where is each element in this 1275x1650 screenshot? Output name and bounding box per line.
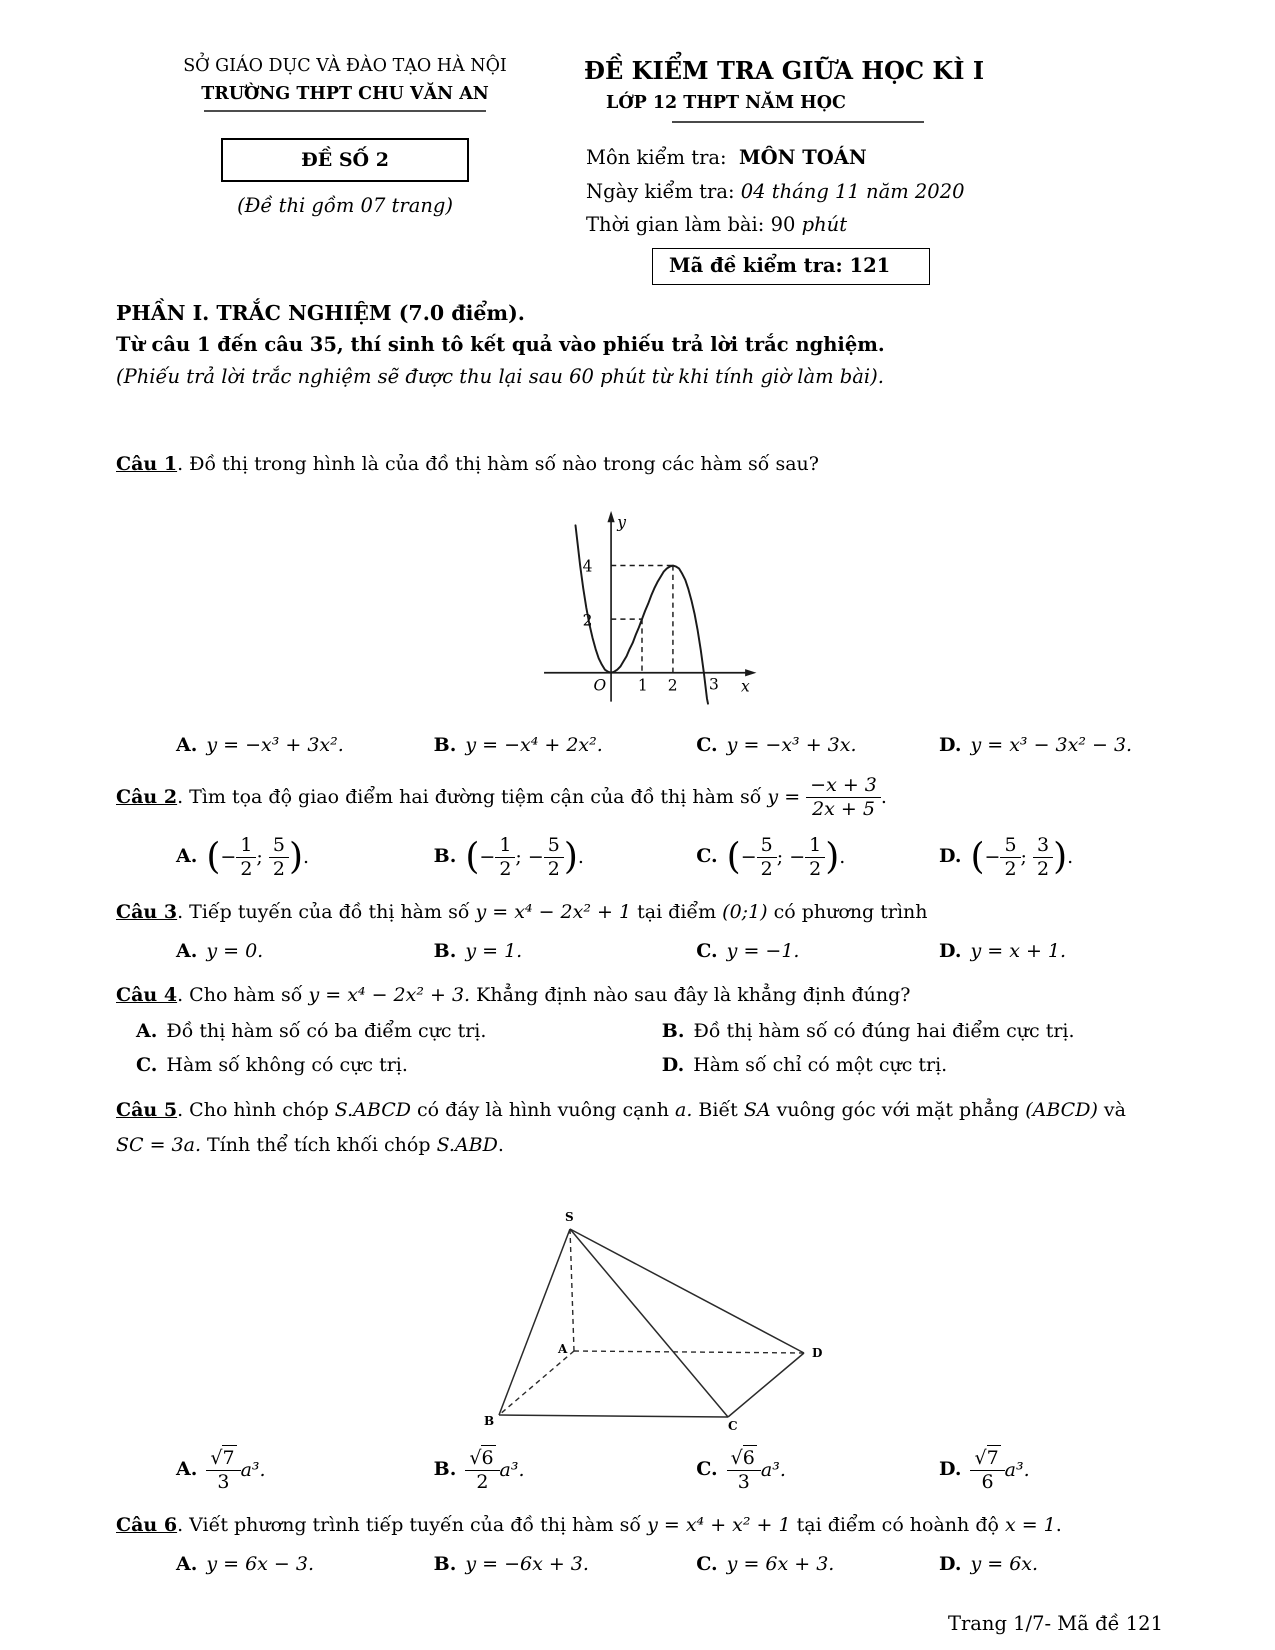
origin-label: O — [593, 676, 606, 695]
question-3-formula2: (0;1) — [722, 901, 768, 924]
option-a-formula: y = −x³ + 3x². — [206, 733, 344, 756]
q5-seg2: S.ABCD — [334, 1099, 411, 1122]
divider — [672, 121, 924, 123]
y-num: 1 — [805, 835, 825, 858]
open-paren: ( — [465, 836, 480, 878]
edge-AD — [574, 1351, 804, 1353]
exam-title: ĐỀ KIỂM TRA GIỮA HỌC KÌ I — [584, 56, 985, 85]
x-fraction — [757, 835, 777, 881]
edge-AB — [499, 1351, 574, 1415]
option-b-letter: B. — [433, 733, 457, 756]
q5-seg1: . Cho hình chóp — [177, 1099, 335, 1122]
option-b-formula: y = 1. — [465, 939, 523, 962]
denominator: 6 — [981, 1470, 994, 1493]
option-b-letter: B. — [433, 845, 457, 868]
y-axis-label: y — [616, 513, 626, 532]
department-name: SỞ GIÁO DỤC VÀ ĐÀO TẠO HÀ NỘI — [183, 56, 507, 76]
separator: ; — [776, 845, 784, 868]
question-6-formula2: x = 1 — [1004, 1514, 1056, 1537]
option-c-formula: y = −1. — [726, 939, 800, 962]
question-3-text3: có phương trình — [767, 901, 928, 924]
question-6-options — [116, 1550, 1167, 1579]
close-paren: ) — [563, 836, 578, 878]
period: . — [839, 845, 846, 868]
option-a-letter: A. — [136, 1019, 158, 1042]
duration-label: Thời gian làm bài: — [586, 213, 765, 237]
exam-number-box: ĐỀ SỐ 2 — [221, 138, 469, 182]
q5-seg7: vuông góc với mặt phẳng — [770, 1099, 1026, 1122]
question-1 — [116, 450, 1167, 760]
header — [116, 56, 1167, 285]
question-2-formula-tail: . — [880, 785, 887, 808]
option-a-letter: A. — [176, 1458, 198, 1481]
edge-CD — [728, 1353, 804, 1417]
radical-sign: √ — [210, 1446, 223, 1469]
x-sign: − — [220, 845, 237, 868]
option-d-letter: D. — [939, 939, 962, 962]
separator: ; — [256, 845, 263, 868]
close-paren: ) — [288, 836, 304, 878]
y-den: 2 — [809, 857, 822, 880]
denominator: 2 — [476, 1470, 489, 1493]
option-c — [696, 937, 939, 966]
x-num: 5 — [1000, 835, 1020, 858]
duration-value: 90 — [770, 213, 796, 237]
option-a — [176, 731, 434, 760]
option-d-letter: D. — [939, 845, 962, 868]
period: . — [1067, 845, 1074, 868]
question-4-options — [116, 1014, 1167, 1082]
question-4 — [116, 981, 1167, 1082]
question-3-text1: . Tiếp tuyến của đồ thị hàm số — [177, 901, 476, 924]
option-c-letter: C. — [696, 733, 718, 756]
edge-BC — [499, 1415, 728, 1417]
option-a-letter: A. — [176, 733, 198, 756]
question-2-text: . Tìm tọa độ giao điểm hai đường tiệm cận của đồ thị hàm số — [177, 785, 762, 808]
option-d-tail: a³. — [1004, 1458, 1030, 1481]
divider — [204, 110, 486, 112]
question-3-formula1: y = x⁴ − 2x² + 1 — [475, 901, 632, 924]
question-4-formula: y = x⁴ − 2x² + 3. — [308, 984, 471, 1007]
option-a-letter: A. — [176, 1552, 198, 1575]
option-c — [696, 1448, 939, 1494]
option-d-letter: D. — [939, 1552, 962, 1575]
option-b-letter: B. — [433, 1552, 457, 1575]
option-b — [434, 835, 697, 881]
y-axis-arrow — [607, 511, 614, 522]
question-6-label: Câu 6 — [116, 1514, 178, 1537]
y-tick-4: 4 — [582, 557, 593, 576]
question-6-text3: . — [1055, 1514, 1062, 1537]
option-c — [696, 1550, 939, 1579]
x-den: 2 — [760, 857, 773, 880]
question-6 — [116, 1511, 1167, 1578]
x-den: 2 — [499, 857, 512, 880]
option-c-text: Hàm số không có cực trị. — [166, 1053, 408, 1076]
q5-seg8: (ABCD) — [1025, 1099, 1098, 1122]
option-c-formula: y = −x³ + 3x. — [726, 733, 857, 756]
header-left — [116, 56, 574, 285]
duration-unit: phút — [801, 213, 848, 237]
option-b — [434, 1448, 697, 1494]
radicand: 6 — [742, 1446, 755, 1469]
subject-line — [586, 141, 1167, 175]
edge-SD — [570, 1229, 804, 1353]
x-num: 1 — [236, 835, 256, 858]
denominator: 3 — [217, 1470, 230, 1493]
vertex-D-label: D — [811, 1346, 822, 1361]
part-title: PHẦN I. TRẮC NGHIỆM (7.0 điểm). — [116, 300, 525, 325]
question-2-formula-lead: y = — [767, 785, 801, 808]
vertex-C-label: C — [727, 1419, 738, 1432]
option-d-formula: y = x + 1. — [970, 939, 1067, 962]
y-fraction — [1033, 835, 1053, 881]
option-d — [939, 1550, 1167, 1579]
exam-code-box: Mã đề kiểm tra: 121 — [652, 248, 930, 285]
open-paren: ( — [970, 836, 985, 878]
x-tick-3: 3 — [708, 675, 719, 694]
option-a — [136, 1014, 662, 1048]
option-c-letter: C. — [696, 1458, 718, 1481]
question-1-options — [116, 731, 1167, 760]
y-tick-2: 2 — [582, 611, 593, 630]
close-paren: ) — [1053, 836, 1068, 878]
instruction-italic: (Phiếu trả lời trắc nghiệm sẽ được thu lại sau 60 phút từ khi tính giờ làm bài). — [116, 364, 884, 388]
close-paren: ) — [825, 836, 840, 878]
y-fraction — [269, 835, 289, 881]
question-4-label: Câu 4 — [116, 984, 178, 1007]
question-5-figure — [116, 1163, 1167, 1440]
option-d-letter: D. — [661, 1053, 685, 1076]
question-5-options — [116, 1448, 1167, 1494]
option-d — [662, 1048, 1167, 1082]
question-6-text2: tại điểm có hoành độ — [790, 1514, 1005, 1537]
denominator: 3 — [737, 1470, 750, 1493]
option-b — [662, 1014, 1167, 1048]
date-value: 04 tháng 11 năm 2020 — [740, 179, 965, 203]
option-d-letter: D. — [939, 733, 962, 756]
open-paren: ( — [726, 836, 741, 878]
option-c-letter: C. — [696, 845, 718, 868]
edge-SA — [570, 1229, 574, 1351]
header-right — [574, 56, 1167, 285]
question-5 — [116, 1096, 1167, 1493]
question-2-fraction — [806, 775, 881, 821]
open-paren: ( — [206, 836, 221, 878]
x-axis-arrow — [745, 669, 756, 676]
radical-sign: √ — [730, 1446, 743, 1469]
subject-value: MÔN TOÁN — [739, 146, 867, 169]
date-line — [586, 175, 1167, 209]
radicand: 7 — [986, 1446, 999, 1469]
option-b — [434, 937, 697, 966]
option-c-fraction — [727, 1448, 761, 1494]
option-c-tail: a³. — [760, 1458, 786, 1481]
option-b-letter: B. — [433, 1458, 457, 1481]
q5-line2b: Tính thể tích khối chóp — [201, 1133, 437, 1156]
q5-seg6: SA — [743, 1099, 771, 1122]
radicand: 6 — [481, 1446, 494, 1469]
y-sign: − — [527, 845, 544, 868]
question-2-label: Câu 2 — [116, 785, 178, 808]
option-b — [434, 731, 697, 760]
option-b-fraction — [465, 1448, 499, 1494]
option-a — [176, 937, 434, 966]
vertex-B-label: B — [483, 1414, 494, 1429]
option-d-letter: D. — [939, 1458, 962, 1481]
option-d — [939, 937, 1167, 966]
q5-seg4: a. — [675, 1099, 693, 1122]
question-3 — [116, 898, 1167, 965]
option-a-letter: A. — [176, 845, 198, 868]
q5-line2a: SC = 3a. — [116, 1133, 202, 1156]
school-name: TRƯỜNG THPT CHU VĂN AN — [201, 84, 489, 104]
exam-subtitle: LỚP 12 THPT NĂM HỌC — [606, 93, 846, 113]
option-a-text: Đồ thị hàm số có ba điểm cực trị. — [166, 1019, 487, 1042]
question-2 — [116, 775, 1167, 880]
y-sign: − — [789, 845, 806, 868]
y-fraction — [805, 835, 825, 881]
question-1-text: . Đồ thị trong hình là của đồ thị hàm số nào trong các hàm số sau? — [177, 452, 819, 475]
question-5-line1 — [116, 1096, 1167, 1125]
option-c-letter: C. — [696, 1552, 718, 1575]
sqrt-expression — [727, 1448, 761, 1471]
q5-seg9: và — [1097, 1099, 1126, 1122]
x-den: 2 — [240, 857, 253, 880]
question-2-options — [116, 835, 1167, 881]
edge-SB — [499, 1229, 570, 1415]
question-3-label: Câu 3 — [116, 901, 178, 924]
option-b — [434, 1550, 697, 1579]
option-a — [176, 1550, 434, 1579]
question-1-figure — [116, 482, 1167, 723]
question-6-text1: . Viết phương trình tiếp tuyến của đồ thị hàm số — [177, 1514, 648, 1537]
option-d — [939, 1448, 1167, 1494]
option-a-formula: y = 0. — [206, 939, 264, 962]
question-3-options — [116, 937, 1167, 966]
y-fraction — [544, 835, 564, 881]
x-tick-1: 1 — [637, 676, 648, 695]
option-c-formula: y = 6x + 3. — [726, 1552, 835, 1575]
pages-note: (Đề thi gồm 07 trang) — [237, 194, 453, 217]
exam-info — [584, 141, 1167, 242]
x-tick-2: 2 — [667, 676, 678, 695]
x-sign: − — [740, 845, 757, 868]
sqrt-expression — [465, 1448, 499, 1471]
q5-seg3: có đáy là hình vuông cạnh — [410, 1099, 675, 1122]
option-a — [176, 835, 434, 881]
x-den: 2 — [1004, 857, 1017, 880]
q5-line2c: S.ABD — [436, 1133, 498, 1156]
vertex-S-label: S — [564, 1210, 574, 1225]
y-num: 3 — [1033, 835, 1053, 858]
question-3-text2: tại điểm — [631, 901, 723, 924]
option-d-formula: y = x³ − 3x² − 3. — [970, 733, 1133, 756]
option-d-text: Hàm số chỉ có một cực trị. — [693, 1053, 948, 1076]
q5-seg5: Biết — [692, 1099, 744, 1122]
y-den: 2 — [1036, 857, 1050, 880]
period: . — [303, 845, 310, 868]
option-c — [136, 1048, 662, 1082]
question-1-label: Câu 1 — [116, 452, 178, 475]
option-c — [696, 731, 939, 760]
x-sign: − — [479, 845, 496, 868]
instruction-bold: Từ câu 1 đến câu 35, thí sinh tô kết quả vào phiếu trả lời trắc nghiệm. — [116, 332, 885, 356]
question-6-formula1: y = x⁴ + x² + 1 — [647, 1514, 791, 1537]
sqrt-expression — [206, 1448, 240, 1471]
y-num: 5 — [544, 835, 564, 858]
option-a-letter: A. — [176, 939, 198, 962]
edge-SC — [570, 1229, 728, 1417]
page-footer: Trang 1/7- Mã đề 121 — [947, 1612, 1163, 1636]
fraction-numerator: −x + 3 — [806, 775, 881, 798]
y-den: 2 — [547, 857, 560, 880]
question-4-text1: . Cho hàm số — [177, 984, 309, 1007]
option-a-fraction — [206, 1448, 240, 1494]
option-b-letter: B. — [433, 939, 457, 962]
x-fraction — [1000, 835, 1020, 881]
separator: ; — [1020, 845, 1027, 868]
option-b-formula: y = −6x + 3. — [465, 1552, 589, 1575]
x-fraction — [495, 835, 515, 881]
option-c-letter: C. — [136, 1053, 158, 1076]
x-num: 5 — [757, 835, 777, 858]
question-5-line2 — [116, 1131, 1167, 1160]
option-b-letter: B. — [661, 1019, 685, 1042]
radicand: 7 — [222, 1446, 235, 1469]
subject-label: Môn kiểm tra: — [586, 146, 727, 169]
radical-sign: √ — [974, 1446, 987, 1469]
option-c — [696, 835, 939, 881]
x-fraction — [236, 835, 256, 881]
x-axis-label: x — [740, 677, 750, 696]
q5-line2d: . — [497, 1133, 504, 1156]
option-d — [939, 835, 1167, 881]
option-d-formula: y = 6x. — [970, 1552, 1039, 1575]
option-c-letter: C. — [696, 939, 718, 962]
question-5-label: Câu 5 — [116, 1099, 178, 1122]
separator: ; — [515, 845, 522, 868]
x-sign: − — [984, 845, 1001, 868]
y-num: 5 — [269, 835, 289, 858]
option-d — [939, 731, 1167, 760]
option-b-text: Đồ thị hàm số có đúng hai điểm cực trị. — [693, 1019, 1075, 1042]
period: . — [577, 845, 584, 868]
option-b-formula: y = −x⁴ + 2x². — [465, 733, 603, 756]
radical-sign: √ — [469, 1446, 482, 1469]
x-num: 1 — [495, 835, 515, 858]
option-b-tail: a³. — [499, 1458, 525, 1481]
sqrt-expression — [970, 1448, 1004, 1471]
pyramid-figure — [452, 1163, 832, 1431]
date-label: Ngày kiểm tra: — [586, 179, 735, 203]
option-a — [176, 1448, 434, 1494]
question-4-text2: Khẳng định nào sau đây là khẳng định đúng? — [470, 984, 911, 1007]
function-graph — [513, 482, 771, 714]
option-a-formula: y = 6x − 3. — [206, 1552, 315, 1575]
option-d-fraction — [970, 1448, 1004, 1494]
fraction-denominator: 2x + 5 — [812, 798, 875, 821]
vertex-A-label: A — [557, 1342, 567, 1357]
y-den: 2 — [272, 857, 285, 880]
duration-line — [586, 208, 1167, 242]
option-a-tail: a³. — [240, 1458, 266, 1481]
